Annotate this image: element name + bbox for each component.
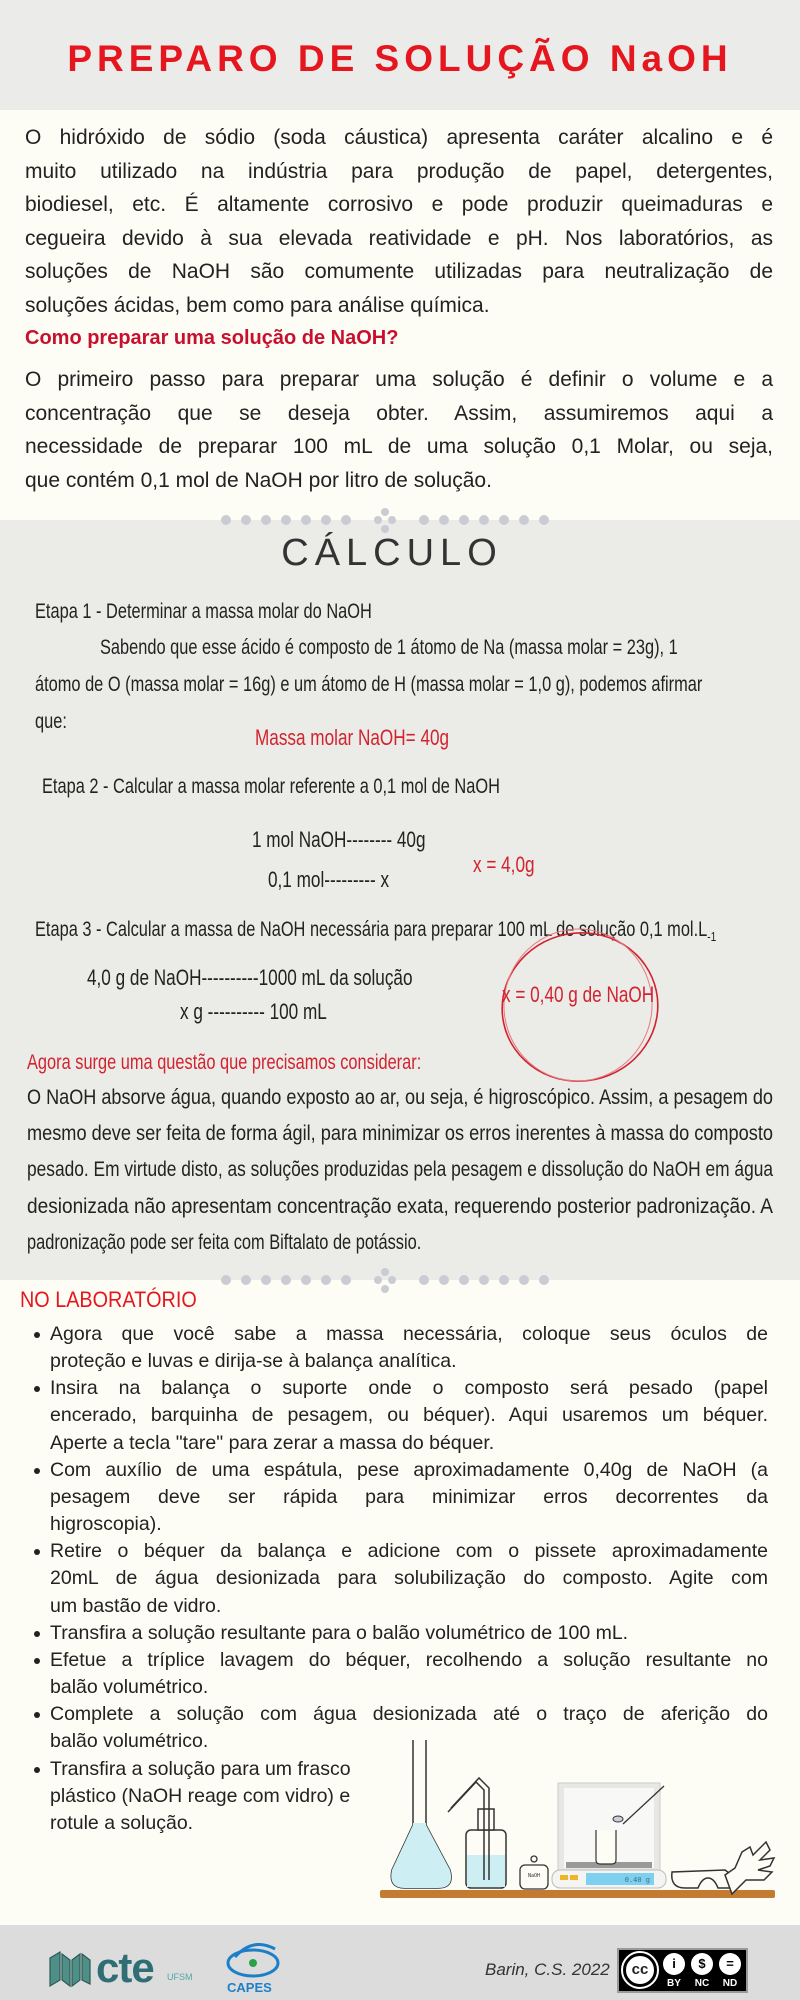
lab-step-line: higroscopia). — [50, 1513, 162, 1536]
cc-by-label: BY — [667, 1978, 681, 1989]
lab-step — [50, 1647, 768, 1701]
cc-license-badge[interactable] — [617, 1948, 748, 1993]
lab-step-line: plástico (NaOH reage com vidro) e — [50, 1784, 351, 1807]
lab-step-line: pesagem deve ser rápida para minimizar erros decorrentes da — [50, 1485, 768, 1508]
step3-title-subscript: -1 — [707, 929, 717, 945]
intro-paragraph — [25, 121, 773, 322]
noderivatives-icon: = — [719, 1953, 741, 1975]
howto-heading: Como preparar uma solução de NaOH? — [25, 327, 399, 349]
step2-title: Etapa 2 - Calcular a massa molar referente a 0,1 mol de NaOH — [42, 775, 500, 798]
author-credit: Barin, C.S. 2022 — [485, 1960, 610, 1979]
cc-nc-label: NC — [694, 1978, 710, 1989]
note-line: pesado. Em virtude disto, as soluções produzidas pela pesagem e dissolução do NaOH em água — [27, 1158, 773, 1182]
step1-title: Etapa 1 - Determinar a massa molar do NaOH — [35, 600, 372, 623]
noncommercial-icon: $ — [691, 1953, 713, 1975]
intro-line: soluções ácidas, bem como para análise química. — [25, 293, 490, 317]
step1-text: que: — [35, 710, 67, 733]
lab-step-line: balão volumétrico. — [50, 1676, 209, 1699]
step2-result: x = 4,0g — [473, 852, 535, 877]
balance-display: 0.40 g — [624, 1876, 650, 1884]
howto-line: O primeiro passo para preparar uma solução é definir o volume e a — [25, 368, 773, 391]
lab-step-line: 20mL de água desionizada para solubilização do composto. Agite com — [50, 1567, 768, 1590]
analytical-balance-icon — [552, 1783, 666, 1888]
lab-step-line: encerado, barquinha de pesagem, ou béquer). Aqui usaremos um béquer. — [50, 1404, 768, 1427]
lab-heading: NO LABORATÓRIO — [20, 1287, 197, 1312]
lab-step-line: proteção e luvas e dirija-se à balança analítica. — [50, 1350, 457, 1373]
lab-step-line: balão volumétrico. — [50, 1730, 209, 1753]
step1-result: Massa molar NaOH= 40g — [255, 725, 450, 750]
cte-logo-icon — [48, 1950, 92, 1988]
lab-step-line: um bastão de vidro. — [50, 1594, 222, 1617]
ufsm-logo-text: UFSM — [167, 1972, 193, 1982]
attribution-icon: i — [663, 1953, 685, 1975]
howto-paragraph — [25, 363, 773, 498]
note-paragraph — [27, 1080, 773, 1261]
step2-equation-2: 0,1 mol--------- x — [268, 867, 390, 892]
lab-step — [50, 1538, 768, 1619]
lab-step-line: Transfira a solução para um frasco — [50, 1757, 351, 1780]
wash-bottle-icon — [448, 1778, 506, 1888]
intro-line: O hidróxido de sódio (soda cáustica) apresenta caráter alcalino e é — [25, 126, 773, 149]
lab-equipment-illustration — [380, 1720, 780, 1905]
lab-step-line: Efetue a tríplice lavagem do béquer, recolhendo a solução resultante no — [50, 1648, 768, 1671]
note-line: desionizada não apresentam concentração exata, requerendo posterior padronização. A — [27, 1194, 773, 1218]
safety-goggles-icon — [672, 1870, 734, 1888]
note-line: O NaOH absorve água, quando exposto ao ar, ou seja, é higroscópico. Assim, a pesagem do — [27, 1086, 773, 1109]
jar-label: NaOH — [527, 1873, 541, 1879]
lab-step — [50, 1375, 768, 1456]
cc-icon: cc — [623, 1953, 657, 1987]
step1-text: átomo de O (massa molar = 16g) e um átomo de H (massa molar = 1,0 g), podemos afirmar — [35, 673, 703, 696]
intro-line: cegueira devido à sua elevada reatividade e pH. Nos laboratórios, as — [25, 226, 773, 250]
cte-logo-text: cte — [96, 1944, 154, 1991]
lab-step-line: Transfira a solução resultante para o balão volumétrico de 100 mL. — [50, 1621, 629, 1644]
step3-equation-2: x g ---------- 100 mL — [180, 999, 327, 1024]
note-line: padronização pode ser feita com Biftalato de potássio. — [27, 1230, 422, 1254]
step3-equation-1: 4,0 g de NaOH----------1000 mL da solução — [87, 965, 413, 990]
lab-step — [50, 1620, 768, 1647]
lab-step-line: Com auxílio de uma espátula, pese aproximadamente 0,40g de NaOH (a — [50, 1458, 768, 1481]
howto-line: necessidade de preparar 100 mL de uma solução 0,1 Molar, ou seja, — [25, 435, 773, 459]
lab-step — [50, 1321, 768, 1375]
step3-title-text: Etapa 3 - Calcular a massa de NaOH necessária para preparar 100 mL de solução 0,1 mol.L — [35, 918, 708, 941]
lab-step — [50, 1457, 768, 1538]
lab-step-line: Retire o béquer da balança e adicione com o pissete aproximadamente — [50, 1540, 768, 1563]
lab-step-line: Complete a solução com água desionizada até o traço de aferição do — [50, 1703, 768, 1726]
capes-logo-icon — [225, 1943, 281, 1979]
lab-step-line: rotule a solução. — [50, 1811, 194, 1834]
page-title: PREPARO DE SOLUÇÃO NaOH — [67, 38, 733, 79]
howto-line: concentração que se deseja obter. Assim, assumiremos aqui a — [25, 401, 773, 425]
intro-line: biodiesel, etc. É altamente corrosivo e pode produzir queimaduras e — [25, 193, 773, 216]
lab-step-line: Insira na balança o suporte onde o composto será pesado (papel — [50, 1377, 768, 1400]
howto-line: que contém 0,1 mol de NaOH por litro de solução. — [25, 469, 492, 493]
bench-shelf — [380, 1890, 775, 1898]
step1-text: Sabendo que esse ácido é composto de 1 átomo de Na (massa molar = 23g), 1 — [100, 636, 678, 659]
intro-line: soluções de NaOH são comumente utilizadas para neutralização de — [25, 260, 773, 283]
intro-line: muito utilizado na indústria para produção de papel, detergentes, — [25, 159, 773, 183]
step2-equation-1: 1 mol NaOH-------- 40g — [252, 827, 426, 852]
lab-step-line: Aperte a tecla "tare" para zerar a massa do béquer. — [50, 1431, 495, 1454]
capes-logo-text: CAPES — [227, 1980, 272, 1995]
volumetric-flask-icon — [391, 1740, 451, 1888]
dotted-divider — [220, 505, 550, 535]
glove-icon — [725, 1842, 774, 1894]
calculation-title: CÁLCULO — [281, 532, 503, 574]
note-line: mesmo deve ser feita de forma ágil, para minimizar os erros inerentes à massa do composto — [27, 1122, 773, 1146]
cc-nd-label: ND — [722, 1978, 738, 1989]
lab-step-line: Agora que você sabe a massa necessária, coloque seus óculos de — [50, 1323, 768, 1345]
dotted-divider — [220, 1265, 550, 1295]
note-heading: Agora surge uma questão que precisamos considerar: — [27, 1051, 422, 1074]
step3-result: x = 0,40 g de NaOH — [502, 982, 655, 1007]
reagent-jar-icon — [520, 1856, 548, 1889]
